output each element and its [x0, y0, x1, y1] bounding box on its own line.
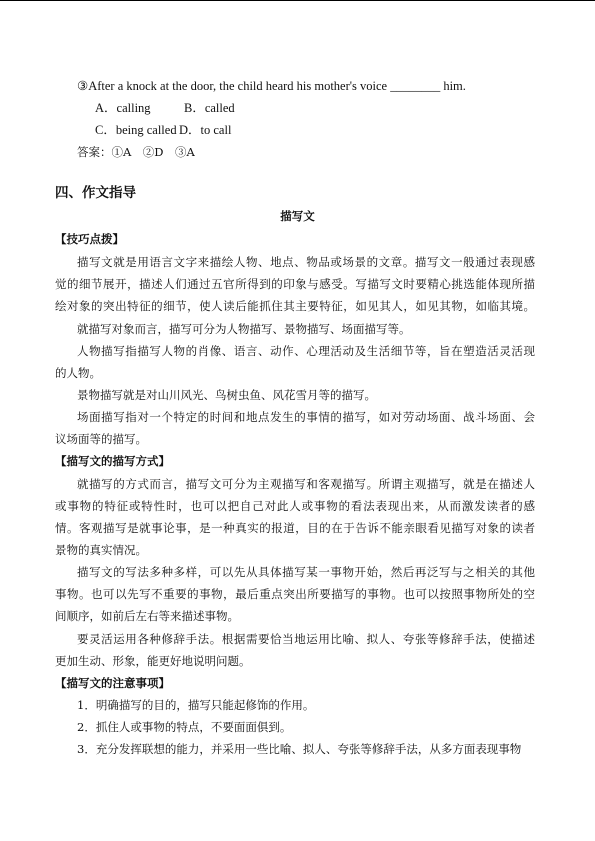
notes-item-1: 1．明确描写的目的，描写只能起修饰的作用。 [77, 698, 315, 712]
answer-key: 答案：①A ②D ③A [77, 145, 195, 159]
skills-heading: 【技巧点拨】 [55, 232, 124, 246]
paragraph-line: 景物的真实情况。 [55, 543, 147, 557]
paragraph-line: 人物描写指描写人物的肖像、语言、动作、心理活动及生活细节等，旨在塑造活灵活现 [77, 344, 535, 358]
paragraph-line: 情。客观描写是就事论事，是一种真实的报道，目的在于告诉不能亲眼看见描写对象的读者 [55, 521, 535, 535]
question-3-stem: ③After a knock at the door, the child heard his mother's voice ________ him. [77, 79, 466, 93]
notes-item-3: 3．充分发挥联想的能力，并采用一些比喻、拟人、夸张等修辞手法，从多方面表现事物 [77, 742, 522, 756]
paragraph-line: 的人物。 [55, 366, 101, 380]
notes-item-2: 2．抓住人或事物的特点，不要面面俱到。 [77, 720, 292, 734]
paragraph-line: 或事物的特征或特性时，也可以把自己对此人或事物的看法表现出来，从而激发读者的感 [55, 499, 535, 513]
notes-heading: 【描写文的注意事项】 [55, 676, 170, 690]
paragraph-line: 景物描写就是对山川风光、鸟树虫鱼、风花雪月等的描写。 [77, 388, 376, 402]
section-heading: 四、作文指导 [55, 185, 136, 201]
paragraph-line: 议场面等的描写。 [55, 432, 147, 446]
paragraph-line: 就描写对象而言，描写可分为人物描写、景物描写、场面描写等。 [77, 322, 411, 336]
paragraph-line: 事物。也可以先写不重要的事物，最后重点突出所要描写的事物。也可以按照事物所处的空 [55, 587, 535, 601]
question-3-option-d: D．to call [179, 123, 232, 137]
paragraph-line: 描写文就是用语言文字来描绘人物、地点、物品或场景的文章。描写文一般通过表现感 [77, 255, 535, 269]
paragraph-line: 描写文的写法多种多样，可以先从具体描写某一事物开始，然后再泛写与之相关的其他 [77, 565, 535, 579]
paragraph-line: 场面描写指对一个特定的时间和地点发生的事情的描写，如对劳动场面、战斗场面、会 [77, 410, 535, 424]
paragraph-line: 要灵活运用各种修辞手法。根据需要恰当地运用比喻、拟人、夸张等修辞手法，使描述 [77, 632, 535, 646]
paragraph-line: 就描写的方式而言，描写文可分为主观描写和客观描写。所谓主观描写，就是在描述人 [77, 477, 535, 491]
question-3-option-a: A．calling [95, 101, 151, 115]
paragraph-line: 间顺序，如前后左右等来描述事物。 [55, 609, 239, 623]
question-3-option-b: B．called [184, 101, 235, 115]
methods-heading: 【描写文的描写方式】 [55, 454, 170, 468]
paragraph-line: 更加生动、形象，能更好地说明问题。 [55, 654, 251, 668]
question-3-option-c: C．being called [95, 123, 177, 137]
paragraph-line: 觉的细节展开，描述人们通过五官所得到的印象与感受。写描写文时要精心挑选能体现所描 [55, 277, 535, 291]
paragraph-line: 绘对象的突出特征的细节，使人读后能抓住其主要特征，如见其人，如见其物，如临其境。 [55, 299, 535, 313]
document-title: 描写文 [280, 209, 315, 223]
page-top-rule [0, 0, 595, 1]
